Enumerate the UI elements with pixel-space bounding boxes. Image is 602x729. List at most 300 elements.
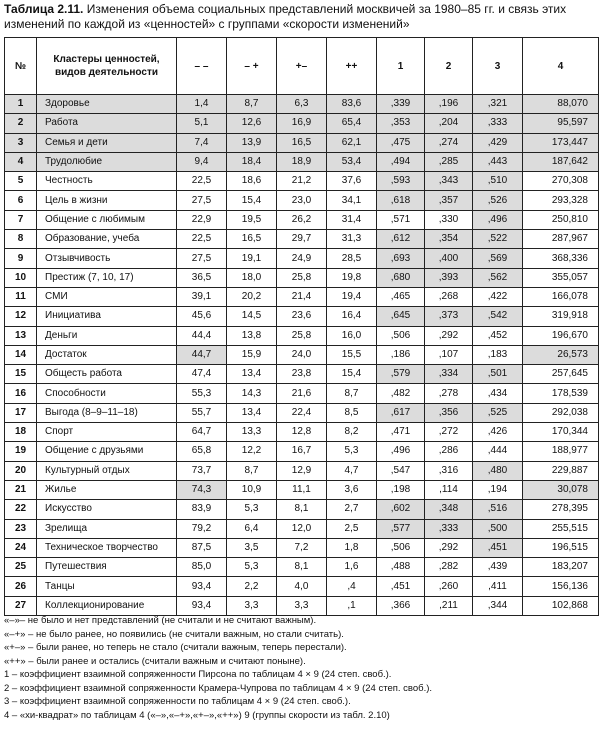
cell-value: 8,7 xyxy=(227,95,277,114)
row-number: 11 xyxy=(5,287,37,306)
cell-value: ,183 xyxy=(473,345,523,364)
table-row xyxy=(5,519,599,538)
row-number: 19 xyxy=(5,442,37,461)
cell-value: 18,0 xyxy=(227,268,277,287)
table-row xyxy=(5,442,599,461)
cell-value: 229,887 xyxy=(523,461,599,480)
cell-value: 166,078 xyxy=(523,287,599,306)
cell-value: ,292 xyxy=(425,326,473,345)
row-cluster-name: Культурный отдых xyxy=(37,461,177,480)
row-number: 16 xyxy=(5,384,37,403)
cell-value: 28,5 xyxy=(327,249,377,268)
cell-value: ,274 xyxy=(425,133,473,152)
cell-value: 3,5 xyxy=(227,538,277,557)
cell-value: 30,078 xyxy=(523,480,599,499)
cell-value: 355,057 xyxy=(523,268,599,287)
cell-value: ,526 xyxy=(473,191,523,210)
cell-value: ,593 xyxy=(377,172,425,191)
cell-value: ,400 xyxy=(425,249,473,268)
cell-value: ,426 xyxy=(473,423,523,442)
table-body xyxy=(5,95,599,616)
cell-value: 13,4 xyxy=(227,403,277,422)
cell-value: ,354 xyxy=(425,230,473,249)
note-line: «+–» – были ранее, но теперь не стало (считали важным, теперь перестали). xyxy=(4,642,347,653)
table-row xyxy=(5,191,599,210)
cell-value: ,429 xyxy=(473,133,523,152)
cell-value: ,353 xyxy=(377,114,425,133)
note-line: «++» – были ранее и остались (считали важным и считают поныне). xyxy=(4,655,306,667)
table-row xyxy=(5,287,599,306)
cell-value: 9,4 xyxy=(177,152,227,171)
cell-value: 26,573 xyxy=(523,345,599,364)
row-number: 20 xyxy=(5,461,37,480)
header-col-4: 4 xyxy=(523,38,599,95)
header-col-2: 2 xyxy=(425,38,473,95)
cell-value: ,571 xyxy=(377,210,425,229)
cell-value: ,562 xyxy=(473,268,523,287)
row-cluster-name: Общение с любимым xyxy=(37,210,177,229)
cell-value: 278,395 xyxy=(523,500,599,519)
cell-value: 170,344 xyxy=(523,423,599,442)
row-cluster-name: Работа xyxy=(37,114,177,133)
cell-value: 5,1 xyxy=(177,114,227,133)
row-number: 15 xyxy=(5,365,37,384)
row-cluster-name: Здоровье xyxy=(37,95,177,114)
cell-value: ,569 xyxy=(473,249,523,268)
cell-value: 39,1 xyxy=(177,287,227,306)
cell-value: ,339 xyxy=(377,95,425,114)
cell-value: 292,038 xyxy=(523,403,599,422)
cell-value: ,612 xyxy=(377,230,425,249)
note-line: «–+» – не было ранее, но появились (не считали важным, но стали считать). xyxy=(4,628,344,640)
cell-value: 4,7 xyxy=(327,461,377,480)
cell-value: 88,070 xyxy=(523,95,599,114)
cell-value: 22,9 xyxy=(177,210,227,229)
cell-value: 22,4 xyxy=(277,403,327,422)
cell-value: ,501 xyxy=(473,365,523,384)
cell-value: 12,0 xyxy=(277,519,327,538)
cell-value: 156,136 xyxy=(523,577,599,596)
header-number: № xyxy=(5,38,37,95)
header-minus-plus: – + xyxy=(227,38,277,95)
row-cluster-name: Общение с друзьями xyxy=(37,442,177,461)
cell-value: ,268 xyxy=(425,287,473,306)
cell-value: 15,4 xyxy=(327,365,377,384)
cell-value: ,334 xyxy=(425,365,473,384)
row-number: 6 xyxy=(5,191,37,210)
caption-text: Изменения объема социальных представлений москвичей за 1980–85 гг. и связь этих изменений по каждой из «ценностей» с группами «скорости изменений» xyxy=(4,2,567,31)
cell-value: 7,4 xyxy=(177,133,227,152)
table-notes xyxy=(4,614,598,722)
cell-value: 64,7 xyxy=(177,423,227,442)
cell-value: 47,4 xyxy=(177,365,227,384)
cell-value: ,357 xyxy=(425,191,473,210)
row-number: 21 xyxy=(5,480,37,499)
cell-value: ,366 xyxy=(377,596,425,615)
cell-value: 6,3 xyxy=(277,95,327,114)
header-col-3: 3 xyxy=(473,38,523,95)
cell-value: 5,3 xyxy=(327,442,377,461)
cell-value: 87,5 xyxy=(177,538,227,557)
cell-value: ,344 xyxy=(473,596,523,615)
cell-value: ,522 xyxy=(473,230,523,249)
header-minus-minus: – – xyxy=(177,38,227,95)
cell-value: ,356 xyxy=(425,403,473,422)
cell-value: 15,9 xyxy=(227,345,277,364)
caption-label: Таблица 2.11. xyxy=(4,2,84,16)
cell-value: 21,2 xyxy=(277,172,327,191)
cell-value: 65,4 xyxy=(327,114,377,133)
cell-value: ,617 xyxy=(377,403,425,422)
cell-value: 18,4 xyxy=(227,152,277,171)
header-plus-minus: +– xyxy=(277,38,327,95)
header-plus-plus: ++ xyxy=(327,38,377,95)
cell-value: 21,4 xyxy=(277,287,327,306)
table-row xyxy=(5,133,599,152)
cell-value: 8,7 xyxy=(227,461,277,480)
cell-value: ,471 xyxy=(377,423,425,442)
cell-value: ,348 xyxy=(425,500,473,519)
cell-value: 368,336 xyxy=(523,249,599,268)
cell-value: 34,1 xyxy=(327,191,377,210)
cell-value: 55,7 xyxy=(177,403,227,422)
cell-value: 8,1 xyxy=(277,558,327,577)
row-cluster-name: Достаток xyxy=(37,345,177,364)
cell-value: ,282 xyxy=(425,558,473,577)
cell-value: 2,7 xyxy=(327,500,377,519)
cell-value: ,4 xyxy=(327,577,377,596)
row-cluster-name: СМИ xyxy=(37,287,177,306)
header-clusters: Кластеры ценностей, видов деятельности xyxy=(37,38,177,95)
table-header-row xyxy=(5,38,599,95)
table-row xyxy=(5,480,599,499)
table-row xyxy=(5,384,599,403)
cell-value: 3,3 xyxy=(227,596,277,615)
cell-value: ,211 xyxy=(425,596,473,615)
cell-value: 26,2 xyxy=(277,210,327,229)
cell-value: 8,2 xyxy=(327,423,377,442)
row-number: 27 xyxy=(5,596,37,615)
cell-value: 15,4 xyxy=(227,191,277,210)
cell-value: 29,7 xyxy=(277,230,327,249)
cell-value: ,602 xyxy=(377,500,425,519)
row-cluster-name: Общесть работа xyxy=(37,365,177,384)
cell-value: ,500 xyxy=(473,519,523,538)
cell-value: ,330 xyxy=(425,210,473,229)
row-cluster-name: Спорт xyxy=(37,423,177,442)
row-cluster-name: Семья и дети xyxy=(37,133,177,152)
cell-value: 2,2 xyxy=(227,577,277,596)
note-line: 3 – коэффициент взаимной сопряженности по таблицам 4 × 9 (24 степ. своб.). xyxy=(4,696,351,707)
table-row xyxy=(5,577,599,596)
values-table xyxy=(4,37,599,616)
cell-value: ,494 xyxy=(377,152,425,171)
cell-value: 21,6 xyxy=(277,384,327,403)
row-cluster-name: Цель в жизни xyxy=(37,191,177,210)
cell-value: 13,4 xyxy=(227,365,277,384)
table-row xyxy=(5,95,599,114)
row-number: 2 xyxy=(5,114,37,133)
row-number: 23 xyxy=(5,519,37,538)
row-cluster-name: Выгода (8–9–11–18) xyxy=(37,403,177,422)
cell-value: 22,5 xyxy=(177,172,227,191)
row-cluster-name: Инициатива xyxy=(37,307,177,326)
cell-value: 1,4 xyxy=(177,95,227,114)
row-number: 1 xyxy=(5,95,37,114)
cell-value: 62,1 xyxy=(327,133,377,152)
cell-value: 74,3 xyxy=(177,480,227,499)
cell-value: 4,0 xyxy=(277,577,327,596)
cell-value: ,321 xyxy=(473,95,523,114)
cell-value: 19,4 xyxy=(327,287,377,306)
cell-value: ,198 xyxy=(377,480,425,499)
cell-value: 1,8 xyxy=(327,538,377,557)
note-line: «–»– не было и нет представлений (не считали и не считают важным). xyxy=(4,615,317,626)
row-number: 9 xyxy=(5,249,37,268)
cell-value: 45,6 xyxy=(177,307,227,326)
row-cluster-name: Образование, учеба xyxy=(37,230,177,249)
cell-value: ,278 xyxy=(425,384,473,403)
cell-value: 25,8 xyxy=(277,268,327,287)
cell-value: 27,5 xyxy=(177,249,227,268)
cell-value: 18,6 xyxy=(227,172,277,191)
cell-value: ,260 xyxy=(425,577,473,596)
cell-value: 1,6 xyxy=(327,558,377,577)
cell-value: 12,8 xyxy=(277,423,327,442)
cell-value: ,488 xyxy=(377,558,425,577)
cell-value: ,272 xyxy=(425,423,473,442)
cell-value: 6,4 xyxy=(227,519,277,538)
row-number: 3 xyxy=(5,133,37,152)
cell-value: 14,5 xyxy=(227,307,277,326)
table-row xyxy=(5,500,599,519)
cell-value: 27,5 xyxy=(177,191,227,210)
cell-value: ,107 xyxy=(425,345,473,364)
table-row xyxy=(5,345,599,364)
row-cluster-name: Искусство xyxy=(37,500,177,519)
cell-value: 14,3 xyxy=(227,384,277,403)
cell-value: 287,967 xyxy=(523,230,599,249)
row-cluster-name: Техническое творчество xyxy=(37,538,177,557)
row-number: 13 xyxy=(5,326,37,345)
cell-value: 187,642 xyxy=(523,152,599,171)
table-row xyxy=(5,249,599,268)
table-row xyxy=(5,596,599,615)
cell-value: ,693 xyxy=(377,249,425,268)
cell-value: 250,810 xyxy=(523,210,599,229)
cell-value: 13,9 xyxy=(227,133,277,152)
cell-value: 8,5 xyxy=(327,403,377,422)
row-cluster-name: Жилье xyxy=(37,480,177,499)
cell-value: ,194 xyxy=(473,480,523,499)
cell-value: ,496 xyxy=(377,442,425,461)
cell-value: 7,2 xyxy=(277,538,327,557)
cell-value: ,186 xyxy=(377,345,425,364)
row-number: 14 xyxy=(5,345,37,364)
cell-value: ,577 xyxy=(377,519,425,538)
cell-value: ,422 xyxy=(473,287,523,306)
cell-value: ,285 xyxy=(425,152,473,171)
table-row xyxy=(5,152,599,171)
cell-value: ,452 xyxy=(473,326,523,345)
row-cluster-name: Честность xyxy=(37,172,177,191)
cell-value: 16,4 xyxy=(327,307,377,326)
cell-value: 22,5 xyxy=(177,230,227,249)
cell-value: 79,2 xyxy=(177,519,227,538)
cell-value: ,579 xyxy=(377,365,425,384)
cell-value: 13,3 xyxy=(227,423,277,442)
cell-value: ,333 xyxy=(425,519,473,538)
cell-value: 73,7 xyxy=(177,461,227,480)
table-row xyxy=(5,538,599,557)
row-cluster-name: Танцы xyxy=(37,577,177,596)
cell-value: ,316 xyxy=(425,461,473,480)
cell-value: ,286 xyxy=(425,442,473,461)
cell-value: 11,1 xyxy=(277,480,327,499)
table-row xyxy=(5,365,599,384)
table-row xyxy=(5,210,599,229)
cell-value: 12,2 xyxy=(227,442,277,461)
cell-value: 44,7 xyxy=(177,345,227,364)
cell-value: 83,9 xyxy=(177,500,227,519)
cell-value: 12,9 xyxy=(277,461,327,480)
cell-value: ,434 xyxy=(473,384,523,403)
cell-value: 16,0 xyxy=(327,326,377,345)
cell-value: 8,7 xyxy=(327,384,377,403)
cell-value: 188,977 xyxy=(523,442,599,461)
row-cluster-name: Коллекционирование xyxy=(37,596,177,615)
cell-value: 196,515 xyxy=(523,538,599,557)
cell-value: ,547 xyxy=(377,461,425,480)
table-row xyxy=(5,423,599,442)
cell-value: ,465 xyxy=(377,287,425,306)
cell-value: 8,1 xyxy=(277,500,327,519)
cell-value: 53,4 xyxy=(327,152,377,171)
cell-value: 16,5 xyxy=(227,230,277,249)
cell-value: ,204 xyxy=(425,114,473,133)
cell-value: 20,2 xyxy=(227,287,277,306)
cell-value: ,475 xyxy=(377,133,425,152)
cell-value: 31,3 xyxy=(327,230,377,249)
cell-value: 95,597 xyxy=(523,114,599,133)
cell-value: 293,328 xyxy=(523,191,599,210)
cell-value: 13,8 xyxy=(227,326,277,345)
cell-value: 16,7 xyxy=(277,442,327,461)
cell-value: 5,3 xyxy=(227,558,277,577)
row-number: 18 xyxy=(5,423,37,442)
cell-value: ,333 xyxy=(473,114,523,133)
row-number: 10 xyxy=(5,268,37,287)
cell-value: 23,8 xyxy=(277,365,327,384)
table-row xyxy=(5,558,599,577)
row-number: 4 xyxy=(5,152,37,171)
cell-value: 319,918 xyxy=(523,307,599,326)
cell-value: 65,8 xyxy=(177,442,227,461)
cell-value: 2,5 xyxy=(327,519,377,538)
row-cluster-name: Отзывчивость xyxy=(37,249,177,268)
cell-value: ,439 xyxy=(473,558,523,577)
cell-value: 12,6 xyxy=(227,114,277,133)
table-row xyxy=(5,114,599,133)
cell-value: ,451 xyxy=(473,538,523,557)
cell-value: 255,515 xyxy=(523,519,599,538)
cell-value: 196,670 xyxy=(523,326,599,345)
cell-value: 16,5 xyxy=(277,133,327,152)
cell-value: ,443 xyxy=(473,152,523,171)
cell-value: 173,447 xyxy=(523,133,599,152)
cell-value: ,482 xyxy=(377,384,425,403)
cell-value: 31,4 xyxy=(327,210,377,229)
cell-value: ,506 xyxy=(377,326,425,345)
cell-value: 10,9 xyxy=(227,480,277,499)
cell-value: ,393 xyxy=(425,268,473,287)
table-row xyxy=(5,307,599,326)
cell-value: 3,3 xyxy=(277,596,327,615)
cell-value: 15,5 xyxy=(327,345,377,364)
cell-value: 44,4 xyxy=(177,326,227,345)
cell-value: ,510 xyxy=(473,172,523,191)
cell-value: 93,4 xyxy=(177,577,227,596)
cell-value: ,196 xyxy=(425,95,473,114)
cell-value: ,451 xyxy=(377,577,425,596)
note-line: 1 – коэффициент взаимной сопряженности Пирсона по таблицам 4 × 9 (24 степ. своб.). xyxy=(4,669,392,680)
cell-value: ,542 xyxy=(473,307,523,326)
table-row xyxy=(5,403,599,422)
row-cluster-name: Деньги xyxy=(37,326,177,345)
cell-value: 270,308 xyxy=(523,172,599,191)
row-number: 24 xyxy=(5,538,37,557)
cell-value: 25,8 xyxy=(277,326,327,345)
cell-value: 93,4 xyxy=(177,596,227,615)
cell-value: 19,1 xyxy=(227,249,277,268)
row-number: 12 xyxy=(5,307,37,326)
cell-value: ,516 xyxy=(473,500,523,519)
cell-value: ,114 xyxy=(425,480,473,499)
cell-value: 23,0 xyxy=(277,191,327,210)
table-caption xyxy=(4,2,598,32)
row-cluster-name: Зрелища xyxy=(37,519,177,538)
cell-value: ,506 xyxy=(377,538,425,557)
table-row xyxy=(5,268,599,287)
row-cluster-name: Способности xyxy=(37,384,177,403)
cell-value: ,680 xyxy=(377,268,425,287)
cell-value: 19,5 xyxy=(227,210,277,229)
cell-value: ,292 xyxy=(425,538,473,557)
cell-value: ,343 xyxy=(425,172,473,191)
cell-value: 257,645 xyxy=(523,365,599,384)
row-number: 26 xyxy=(5,577,37,596)
cell-value: 178,539 xyxy=(523,384,599,403)
row-number: 7 xyxy=(5,210,37,229)
table-row xyxy=(5,230,599,249)
row-number: 25 xyxy=(5,558,37,577)
cell-value: 83,6 xyxy=(327,95,377,114)
row-number: 5 xyxy=(5,172,37,191)
cell-value: ,645 xyxy=(377,307,425,326)
cell-value: 24,9 xyxy=(277,249,327,268)
row-cluster-name: Путешествия xyxy=(37,558,177,577)
table-row xyxy=(5,172,599,191)
cell-value: 19,8 xyxy=(327,268,377,287)
cell-value: 3,6 xyxy=(327,480,377,499)
cell-value: ,480 xyxy=(473,461,523,480)
cell-value: ,411 xyxy=(473,577,523,596)
cell-value: ,525 xyxy=(473,403,523,422)
table-row xyxy=(5,326,599,345)
cell-value: ,373 xyxy=(425,307,473,326)
cell-value: 5,3 xyxy=(227,500,277,519)
row-number: 17 xyxy=(5,403,37,422)
